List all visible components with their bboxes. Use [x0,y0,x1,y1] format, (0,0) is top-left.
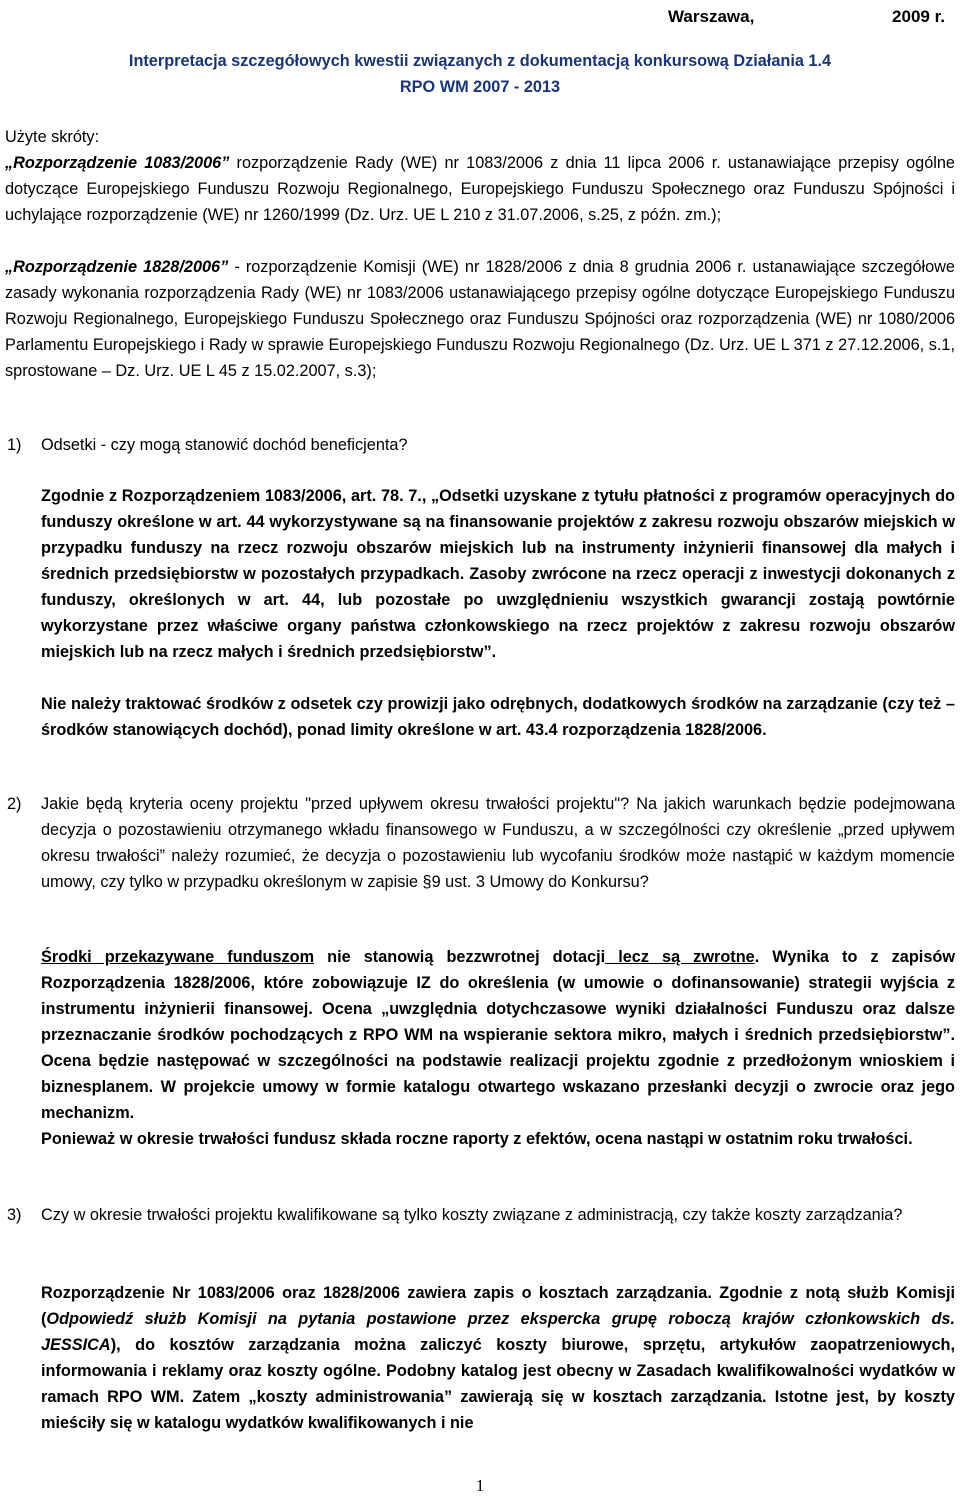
place-label: Warszawa, [668,7,755,26]
question-2-text: Jakie będą kryteria oceny projektu "przed upływem okresu trwałości projektu"? Na jakich warunkach będzie podejmowana decyzja o pozostawieniu otrzymanego wkładu finansowego w Funduszu, a w szczególności czy określenie „przed upływem okresu trwałości” należy rozumieć, że decyzja o pozostawieniu lub wycofaniu środków może nastąpić w każdym momencie umowy, czy tylko w przypadku określonym w zapisie §9 ust. 3 Umowy do Konkursu? [41,795,955,891]
answer-2-text-1: nie stanowią bezzwrotnej dotacji [314,948,606,966]
answer-2-underlined-2: lecz są zwrotne [605,948,755,966]
abbreviation-1083 [5,150,955,254]
answer-2-text-2: . Wynika to z zapisów Rozporządzenia 1828/2006, które zobowiązuje IZ do określenia (w umowie o dofinansowanie) strategii wyjścia z instrumentu inżynierii finansowej. Ocena „uwzględnia dotychczasowe wyniki działalności Funduszu oraz dalsze przeznaczanie środków pochodzących z RPO WM na wspieranie sektora mikro, małych i średnich przedsiębiorstw”. Ocena będzie następować w szczególności na podstawie realizacji projektu zgodnie z przedłożonym wnioskiem i biznesplanem. W projekcie umowy w formie katalogu otwartego wskazano przesłanki decyzji o zwrocie oraz jego mechanizm. [41,948,955,1122]
abbreviation-1828 [5,254,955,410]
title-line-2: RPO WM 2007 - 2013 [399,78,561,96]
answer-3-text-1: Rozporządzenie Nr 1083/2006 oraz 1828/2006 zawiera zapis o kosztach zarządzania. Zgodnie z notą służb Komisji ( [41,1284,955,1328]
question-1-text: Odsetki - czy mogą stanowić dochód beneficjenta? [41,436,408,454]
title-line-1: Interpretacja szczegółowych kwestii związanych z dokumentacją konkursową Działania 1.4 [128,52,832,70]
answer-1-paragraph-1: Zgodnie z Rozporządzeniem 1083/2006, art. 78. 7., „Odsetki uzyskane z tytułu płatności z programów operacyjnych do funduszy określone w art. 44 wykorzystywane są na finansowanie projektów z zakresu rozwoju obszarów miejskich w przypadku funduszy na rzecz rozwoju obszarów miejskich lub na instrumenty inżynierii finansowej dla małych i średnich przedsiębiorstw w pozostałych przypadkach. Zasoby zwrócone na rzecz operacji z inwestycji dokonanych z funduszy, określonych w art. 44, lub pozostałe po uwzględnieniu wszystkich gwarancji zostają powtórnie wykorzystane przez właściwe organy państwa członkowskiego na rzecz projektów z zakresu rozwoju obszarów miejskich lub na rzecz małych i średnich przedsiębiorstw”. [41,487,955,661]
abbreviation-1828-name: „Rozporządzenie 1828/2006” [5,258,229,276]
page-number: 1 [475,1476,485,1495]
document-title [60,48,900,100]
abbreviation-1083-text: rozporządzenie Rady (WE) nr 1083/2006 z dnia 11 lipca 2006 r. ustanawiające przepisy ogólne dotyczące Europejskiego Funduszu Rozwoju Regionalnego, Europejskiego Funduszu Społecznego oraz Funduszu Spójności i uchylające rozporządzenie (WE) nr 1260/1999 (Dz. Urz. UE L 210 z 31.07.2006, s.25, z późn. zm.); [5,154,955,224]
answer-2-paragraph-1 [41,944,955,1152]
answer-2-paragraph-2: Ponieważ w okresie trwałości fundusz składa roczne raporty z efektów, ocena nastąpi w ostatnim roku trwałości. [41,1130,913,1148]
question-1-number: 1) [7,436,22,454]
answer-3-italic-citation: Odpowiedź służb Komisji na pytania postawione przez ekspercka grupę roboczą krajów członkowskich ds. JESSICA [41,1310,955,1354]
document-header [0,4,945,30]
abbreviations-heading: Użyte skróty: [5,128,100,146]
abbreviation-1828-text: - rozporządzenie Komisji (WE) nr 1828/2006 z dnia 8 grudnia 2006 r. ustanawiające szczegółowe zasady wykonania rozporządzenia Rady (WE) nr 1083/2006 ustanawiającego przepisy ogólne dotyczące Europejskiego Funduszu Rozwoju Regionalnego, Europejskiego Funduszu Społecznego oraz Funduszu Spójności oraz rozporządzenia (WE) nr 1080/2006 Parlamentu Europejskiego i Rady w sprawie Europejskiego Funduszu Rozwoju Regionalnego (Dz. Urz. UE L 371 z 27.12.2006, s.1, sprostowane – Dz. Urz. UE L 45 z 15.02.2007, s.3); [5,258,955,380]
question-3-text: Czy w okresie trwałości projektu kwalifikowane są tylko koszty związane z administracją, czy także koszty zarządzania? [41,1206,903,1224]
answer-1-paragraph-2: Nie należy traktować środków z odsetek czy prowizji jako odrębnych, dodatkowych środków na zarządzanie (czy też – środków stanowiących dochód), ponad limity określone w art. 43.4 rozporządzenia 1828/2006. [41,695,955,739]
answer-2-underlined-1: Środki przekazywane funduszom [41,948,315,966]
abbreviation-1083-name: „Rozporządzenie 1083/2006” [5,154,230,172]
question-2-number: 2) [7,795,22,813]
answer-3-paragraph-1 [41,1280,955,1436]
question-3-number: 3) [7,1206,22,1224]
answer-3-text-2: ), do kosztów zarządzania można zaliczyć koszty biurowe, sprzętu, artykułów zaopatrzeniowych, informowania i reklamy oraz koszty ogólne. Podobny katalog jest obecny w Zasadach kwalifikowalności wydatków w ramach RPO WM. Zatem „koszty administrowania” zawierają się w kosztach zarządzania. Istotne jest, by koszty mieściły się w katalogu wydatków kwalifikowanych i nie [41,1336,955,1432]
date-year: 2009 r. [892,7,945,26]
